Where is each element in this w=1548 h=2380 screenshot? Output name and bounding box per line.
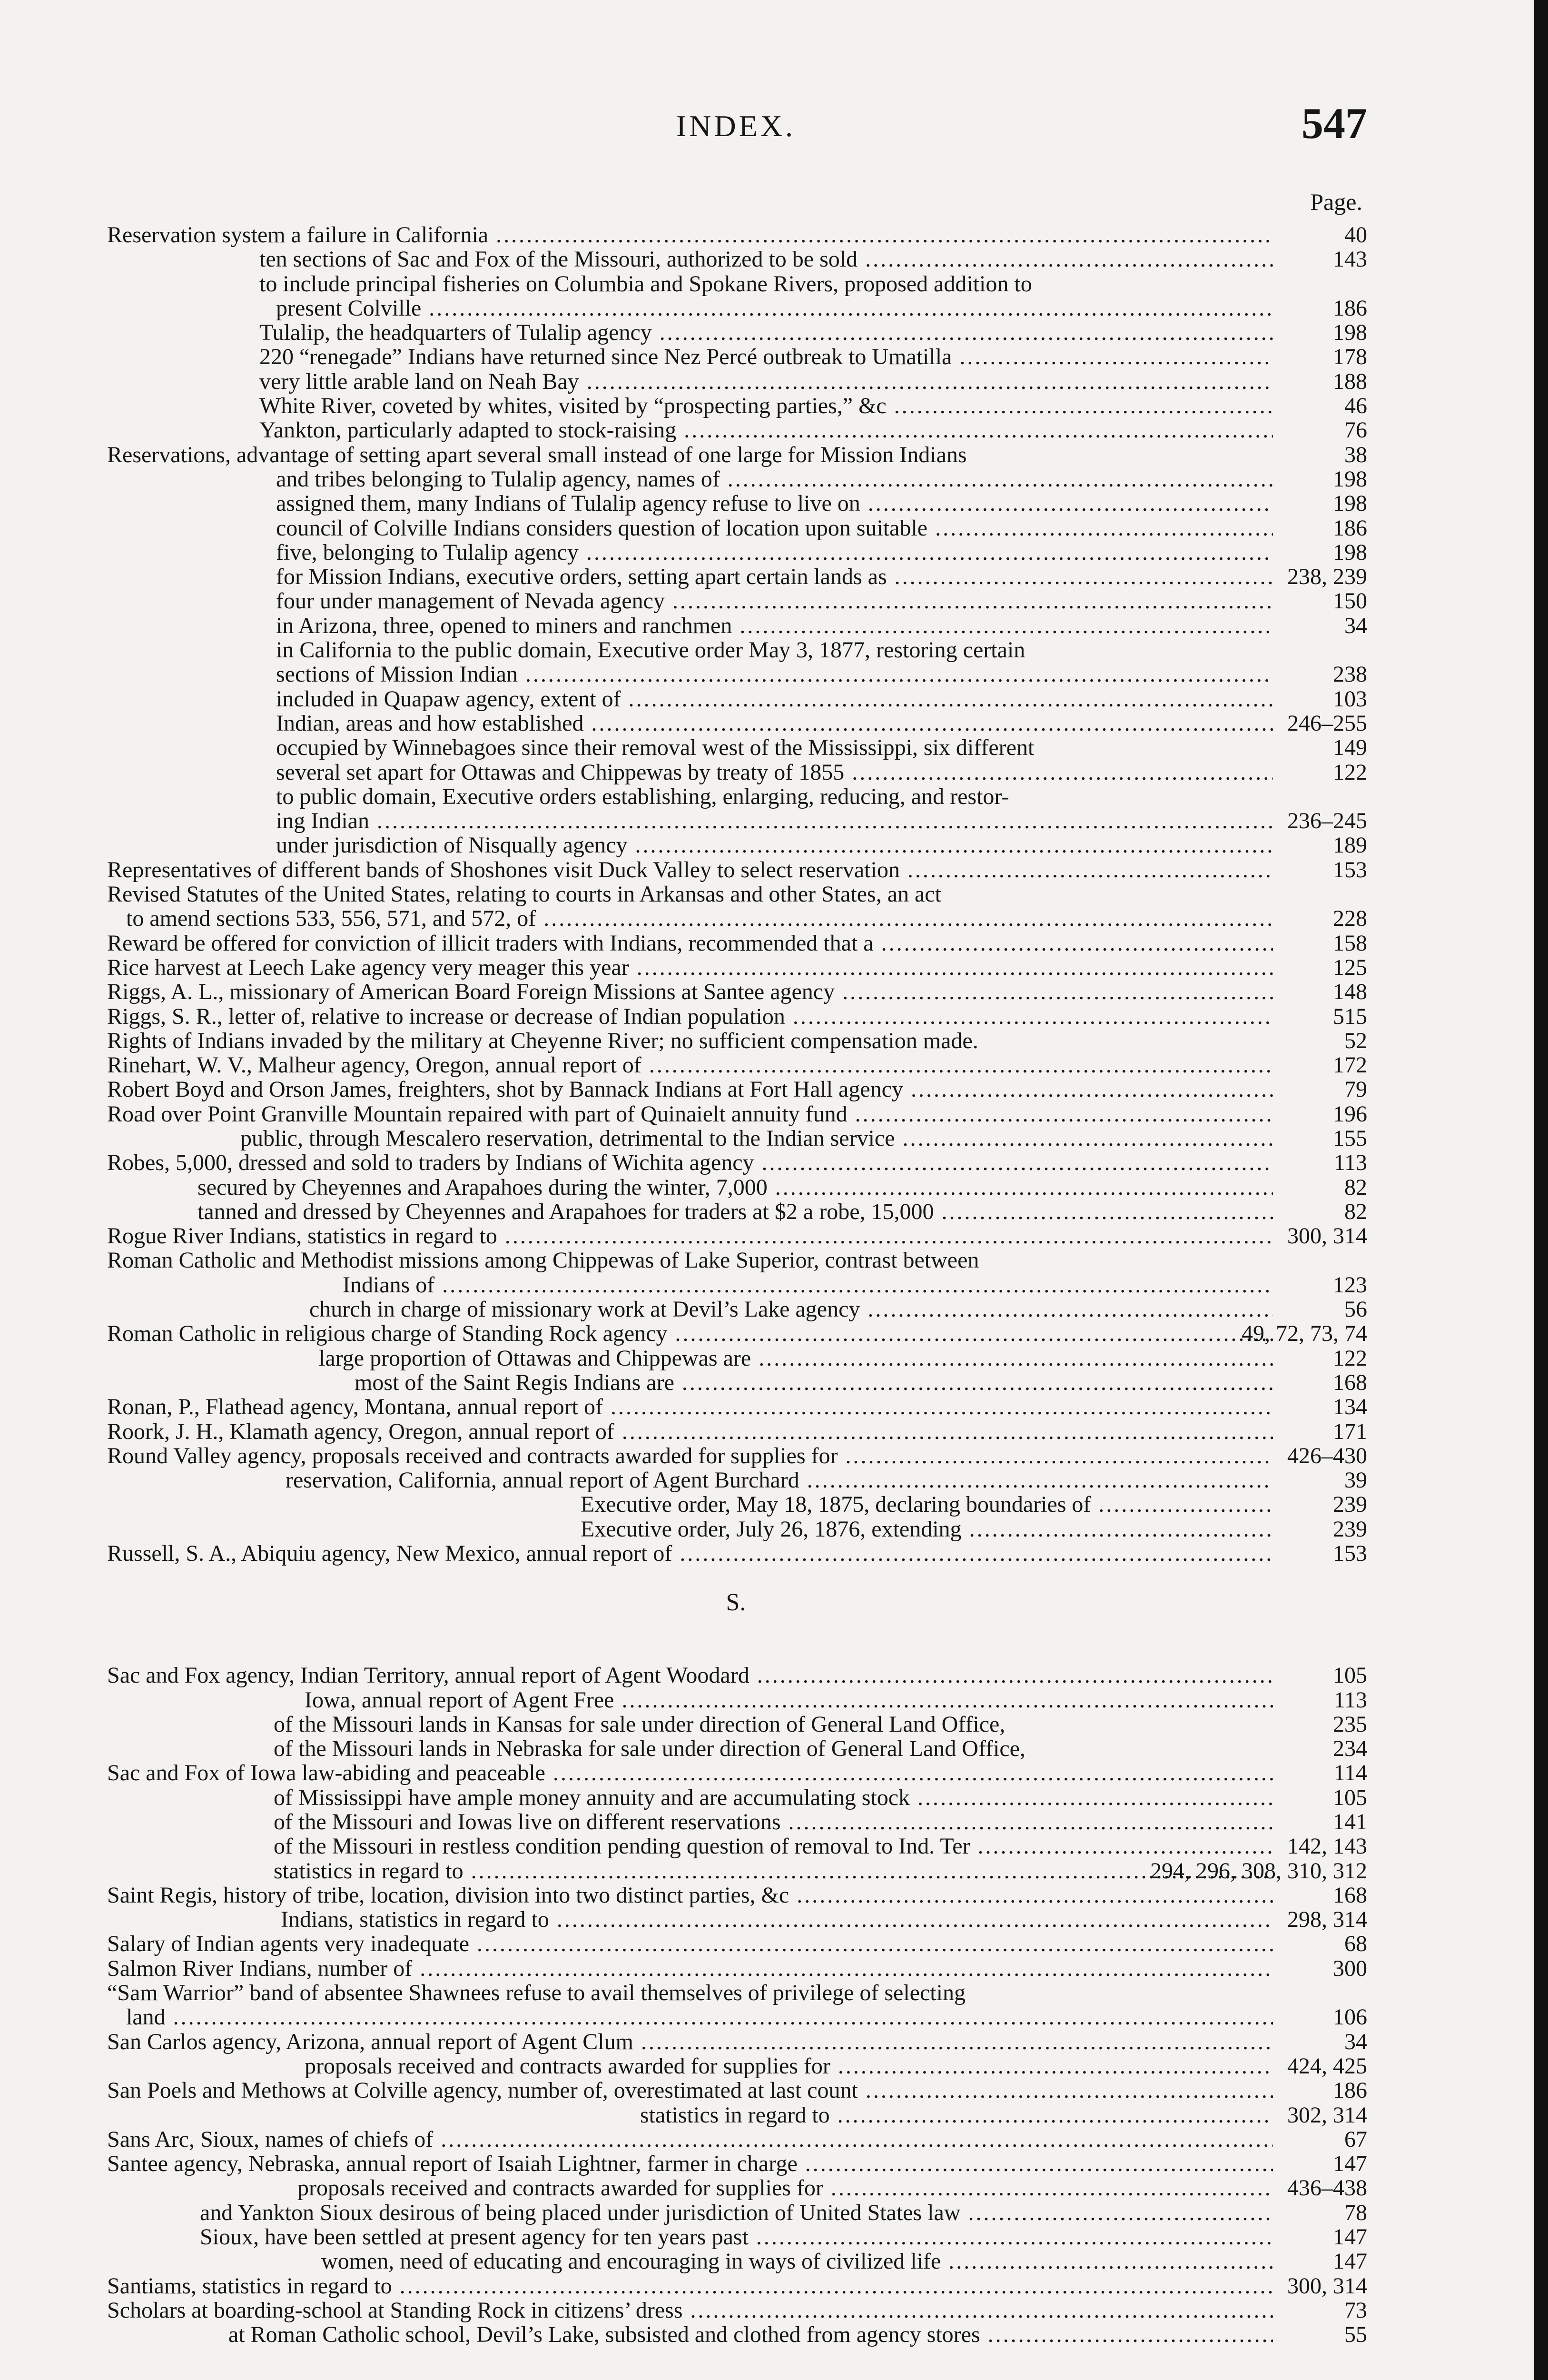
- index-entry-text: Sioux, have been settled at present agency for ten years past .....: [200, 2225, 1273, 2249]
- index-entry-text: Sans Arc, Sioux, names of chiefs of .....: [107, 2127, 1273, 2152]
- index-entry: [0, 2030, 1548, 2054]
- index-entry-page: 149: [1333, 735, 1367, 761]
- index-entry-page: 141: [1333, 1809, 1367, 1835]
- index-entry-page: 189: [1333, 833, 1367, 858]
- index-entry: [0, 223, 1548, 247]
- index-entry-text: San Poels and Methows at Colville agency, number of, overestimated at last count .....: [107, 2078, 1273, 2102]
- index-entry: [0, 247, 1548, 271]
- index-entry-text: Sac and Fox of Iowa law-abiding and peaceable .....: [107, 1761, 1273, 1785]
- index-entry: [0, 2201, 1548, 2225]
- index-entry-page: 39: [1344, 1468, 1367, 1493]
- section-spacer: [0, 1615, 1548, 1639]
- index-entry-page: 235: [1333, 1711, 1367, 1737]
- index-entry: [0, 2103, 1548, 2127]
- index-entry: [0, 882, 1548, 906]
- index-entry-page: 426–430: [1287, 1443, 1367, 1468]
- index-entry: [0, 1419, 1548, 1444]
- index-entry-page: 150: [1333, 588, 1367, 614]
- index-entry-text: at Roman Catholic school, Devil’s Lake, subsisted and clothed from agency stores .....: [228, 2322, 1273, 2347]
- index-entry: [0, 1785, 1548, 1810]
- index-entry: [0, 1688, 1548, 1712]
- index-entry: [0, 1810, 1548, 1834]
- index-entry: [0, 614, 1548, 638]
- index-entry-page: 34: [1344, 2029, 1367, 2054]
- index-entry-text: sections of Mission Indian .....: [276, 662, 1273, 686]
- index-entry-page: 172: [1333, 1052, 1367, 1078]
- index-entry-page: 105: [1333, 1663, 1367, 1688]
- index-entry: [0, 1126, 1548, 1150]
- index-entry-page: 228: [1333, 906, 1367, 932]
- index-entry: [0, 1248, 1548, 1272]
- section-spacer: [0, 1639, 1548, 1663]
- index-entry-page: 122: [1333, 759, 1367, 785]
- index-entry: [0, 1004, 1548, 1029]
- index-entry-page: 186: [1333, 515, 1367, 541]
- index-entry-text: statistics in regard to .....: [274, 1859, 1273, 1883]
- index-entry: [0, 443, 1548, 467]
- index-entry-text: White River, coveted by whites, visited by “prospecting parties,” &c .....: [259, 394, 1273, 418]
- index-entry-text: Reservations, advantage of setting apart several small instead of one large for Mission Indians: [107, 442, 967, 467]
- index-entry-text: Indian, areas and how established .....: [276, 711, 1273, 735]
- index-entry-text: under jurisdiction of Nisqually agency .....: [276, 833, 1273, 857]
- index-entry-text: five, belonging to Tulalip agency .....: [276, 540, 1273, 565]
- index-entry-text: Ronan, P., Flathead agency, Montana, annual report of .....: [107, 1395, 1273, 1419]
- index-entry: [0, 1541, 1548, 1566]
- index-entry-page: 188: [1333, 368, 1367, 394]
- index-entry-text: occupied by Winnebagoes since their removal west of the Mississippi, six different: [276, 735, 1035, 760]
- index-entry-page: 40: [1344, 222, 1367, 248]
- index-entry: [0, 418, 1548, 442]
- index-entry: [0, 1200, 1548, 1224]
- index-entry-page: 239: [1333, 1492, 1367, 1517]
- index-entry: [0, 2298, 1548, 2322]
- index-entry: [0, 1077, 1548, 1101]
- index-entry-page: 82: [1344, 1199, 1367, 1224]
- index-entry: [0, 1297, 1548, 1321]
- section-spacer: [0, 1566, 1548, 1590]
- index-entry: [0, 1883, 1548, 1907]
- index-entry-page: 103: [1333, 686, 1367, 712]
- index-entry-page: 38: [1344, 442, 1367, 467]
- index-entry-text: of the Missouri lands in Nebraska for sale under direction of General Land Office,: [274, 1736, 1025, 1761]
- index-entry: [0, 589, 1548, 613]
- index-entry: [0, 2274, 1548, 2298]
- index-entry: [0, 1736, 1548, 1761]
- index-entry: [0, 931, 1548, 955]
- index-entry-text: Roork, J. H., Klamath agency, Oregon, annual report of .....: [107, 1419, 1273, 1444]
- index-entry-page: 236–245: [1287, 808, 1367, 834]
- index-entry-page: 34: [1344, 613, 1367, 638]
- index-entry-text: Round Valley agency, proposals received and contracts awarded for supplies for .....: [107, 1444, 1273, 1468]
- index-entry: [0, 1981, 1548, 2005]
- index-entry: [0, 1712, 1548, 1736]
- index-entry-page: 68: [1344, 1931, 1367, 1957]
- index-entry-page: 105: [1333, 1785, 1367, 1810]
- index-entry: [0, 2176, 1548, 2200]
- index-entry-page: 298, 314: [1287, 1907, 1367, 1933]
- index-entry: [0, 1468, 1548, 1492]
- index-block-s: [0, 1663, 1548, 2347]
- index-entry-text: 220 “renegade” Indians have returned since Nez Percé outbreak to Umatilla .....: [259, 345, 1273, 369]
- index-entry-page: 125: [1333, 954, 1367, 980]
- index-entry-page: 234: [1333, 1736, 1367, 1762]
- index-entry-page: 300, 314: [1287, 2273, 1367, 2299]
- index-entry: [0, 1834, 1548, 1858]
- index-entry: [0, 1102, 1548, 1126]
- index-entry-page: 246–255: [1287, 710, 1367, 736]
- index-entry-text: Yankton, particularly adapted to stock-raising .....: [259, 418, 1273, 442]
- index-entry: [0, 1907, 1548, 1932]
- index-entry-page: 147: [1333, 2249, 1367, 2274]
- index-entry-text: Santee agency, Nebraska, annual report of Isaiah Lightner, farmer in charge .....: [107, 2152, 1273, 2176]
- index-entry-text: several set apart for Ottawas and Chippewas by treaty of 1855 .....: [276, 760, 1273, 784]
- section-letter-s: S.: [726, 1588, 746, 1616]
- index-entry-text: large proportion of Ottawas and Chippewas are .....: [319, 1346, 1273, 1370]
- page-column-label: Page.: [1310, 188, 1362, 215]
- index-entry-page: 155: [1333, 1125, 1367, 1151]
- index-entry-text: Rights of Indians invaded by the military at Cheyenne River; no sufficient compensation made.: [107, 1028, 978, 1053]
- index-entry: [0, 516, 1548, 540]
- index-entry-page: 76: [1344, 417, 1367, 443]
- index-entry-page: 123: [1333, 1272, 1367, 1298]
- index-entry-page: 82: [1344, 1174, 1367, 1200]
- index-entry-text: Rice harvest at Leech Lake agency very meager this year .....: [107, 955, 1273, 980]
- index-entry: [0, 1663, 1548, 1687]
- index-entry-text: of the Missouri lands in Kansas for sale under direction of General Land Office,: [274, 1712, 1006, 1736]
- index-entry-page: 424, 425: [1287, 2053, 1367, 2079]
- index-entry: [0, 1444, 1548, 1468]
- index-entry-text: secured by Cheyennes and Arapahoes during the winter, 7,000 .....: [197, 1175, 1273, 1200]
- index-entry: [0, 711, 1548, 735]
- index-entry-text: Road over Point Granville Mountain repaired with part of Quinaielt annuity fund .....: [107, 1102, 1273, 1126]
- index-entry-page: 153: [1333, 1541, 1367, 1567]
- index-entry-text: women, need of educating and encouraging in ways of civilized life .....: [321, 2249, 1273, 2273]
- index-entry-text: tanned and dressed by Cheyennes and Arapahoes for traders at $2 a robe, 15,000 .....: [197, 1200, 1273, 1224]
- index-entry-text: Roman Catholic in religious charge of Standing Rock agency .....: [107, 1321, 1273, 1346]
- index-entry: [0, 491, 1548, 516]
- index-entry-page: 238, 239: [1287, 564, 1367, 590]
- index-entry: [0, 2249, 1548, 2273]
- index-entry-text: to include principal fisheries on Columbia and Spokane Rivers, proposed addition to: [259, 271, 1032, 296]
- index-entry: [0, 2152, 1548, 2176]
- index-entry: [0, 2005, 1548, 2029]
- index-entry-page: 78: [1344, 2200, 1367, 2225]
- index-entry: [0, 1395, 1548, 1419]
- index-entry-page: 198: [1333, 466, 1367, 492]
- index-entry-text: Roman Catholic and Methodist missions among Chippewas of Lake Superior, contrast between: [107, 1248, 979, 1273]
- index-entry: [0, 345, 1548, 369]
- index-entry-text: Reservation system a failure in California .....: [107, 223, 1273, 247]
- index-entry-text: ten sections of Sac and Fox of the Missouri, authorized to be sold .....: [259, 247, 1273, 271]
- index-entry: [0, 638, 1548, 662]
- running-title: INDEX.: [676, 109, 796, 143]
- index-entry-text: Salary of Indian agents very inadequate .....: [107, 1932, 1273, 1956]
- index-entry-page: 49, 72, 73, 74: [1242, 1321, 1367, 1347]
- index-entry-page: 168: [1333, 1369, 1367, 1395]
- index-entry-text: reservation, California, annual report of Agent Burchard .....: [286, 1468, 1273, 1492]
- index-entry: [0, 1932, 1548, 1956]
- index-entry-page: 515: [1333, 1003, 1367, 1029]
- index-entry: [0, 1956, 1548, 1981]
- index-entry: [0, 1492, 1548, 1517]
- index-entry-page: 196: [1333, 1101, 1367, 1127]
- index-entry-text: of the Missouri and Iowas live on different reservations .....: [274, 1810, 1273, 1834]
- index-entry-text: and Yankton Sioux desirous of being placed under jurisdiction of United States law .....: [200, 2201, 1273, 2225]
- index-entry-page: 114: [1333, 1760, 1367, 1786]
- page-number: 547: [1302, 99, 1367, 148]
- index-entry-text: to public domain, Executive orders establishing, enlarging, reducing, and restor-: [276, 784, 1009, 809]
- index-entry-text: Riggs, A. L., missionary of American Board Foreign Missions at Santee agency .....: [107, 980, 1273, 1004]
- index-entry-text: Scholars at boarding-school at Standing Rock in citizens’ dress .....: [107, 2298, 1273, 2322]
- index-entry-text: Executive order, May 18, 1875, declaring boundaries of .....: [581, 1492, 1273, 1517]
- index-entry-text: Robert Boyd and Orson James, freighters, shot by Bannack Indians at Fort Hall agency .....: [107, 1077, 1273, 1101]
- index-entry-page: 113: [1333, 1150, 1367, 1176]
- index-entry-text: in Arizona, three, opened to miners and ranchmen .....: [276, 614, 1273, 638]
- index-entry: [0, 833, 1548, 857]
- index-entry-text: Executive order, July 26, 1876, extending .....: [581, 1517, 1273, 1541]
- index-entry-page: 73: [1344, 2297, 1367, 2323]
- index-entry-text: council of Colville Indians considers question of location upon suitable .....: [276, 516, 1273, 540]
- index-entry-page: 79: [1344, 1077, 1367, 1102]
- index-entry-text: Revised Statutes of the United States, relating to courts in Arkansas and other States, an act: [107, 882, 941, 907]
- index-entry-page: 171: [1333, 1418, 1367, 1444]
- index-entry-text: ing Indian .....: [276, 809, 1273, 833]
- index-entry-page: 153: [1333, 857, 1367, 883]
- index-entry-text: Salmon River Indians, number of .....: [107, 1956, 1273, 1981]
- index-entry-page: 186: [1333, 295, 1367, 321]
- index-entry: [0, 1150, 1548, 1175]
- index-entry-text: public, through Mescalero reservation, detrimental to the Indian service .....: [240, 1126, 1273, 1150]
- index-entry-text: four under management of Nevada agency .....: [276, 589, 1273, 613]
- index-entry-page: 238: [1333, 662, 1367, 687]
- index-entry-page: 122: [1333, 1345, 1367, 1371]
- index-entry-page: 198: [1333, 539, 1367, 565]
- index-entry-page: 198: [1333, 491, 1367, 516]
- index-entry: [0, 1761, 1548, 1785]
- index-entry: [0, 1859, 1548, 1883]
- index-entry-page: 147: [1333, 2151, 1367, 2177]
- index-entry-text: very little arable land on Neah Bay .....: [259, 369, 1273, 394]
- index-entry-page: 158: [1333, 930, 1367, 956]
- index-entry: [0, 540, 1548, 565]
- index-entry: [0, 2078, 1548, 2102]
- index-entry-text: to amend sections 533, 556, 571, and 572, of .....: [126, 906, 1273, 931]
- index-entry-text: San Carlos agency, Arizona, annual report of Agent Clum .....: [107, 2030, 1273, 2054]
- index-entry-text: Riggs, S. R., letter of, relative to increase or decrease of Indian population .....: [107, 1004, 1273, 1029]
- index-entry-page: 67: [1344, 2126, 1367, 2152]
- index-entry: [0, 906, 1548, 931]
- index-entry: [0, 296, 1548, 320]
- index-entry-text: proposals received and contracts awarded for supplies for .....: [297, 2176, 1273, 2200]
- index-entry: [0, 858, 1548, 882]
- index-entry: [0, 565, 1548, 589]
- index-entry-page: 52: [1344, 1028, 1367, 1053]
- index-entry-page: 46: [1344, 393, 1367, 419]
- index-entry-text: Robes, 5,000, dressed and sold to traders by Indians of Wichita agency .....: [107, 1150, 1273, 1175]
- index-entry-page: 106: [1333, 2004, 1367, 2030]
- index-entry-page: 436–438: [1287, 2175, 1367, 2201]
- index-entry: [0, 1273, 1548, 1297]
- index-entry-text: included in Quapaw agency, extent of .....: [276, 687, 1273, 711]
- index-entry-text: Reward be offered for conviction of illicit traders with Indians, recommended that a .....: [107, 931, 1273, 955]
- index-entry: [0, 1321, 1548, 1346]
- index-entry-page: 239: [1333, 1516, 1367, 1542]
- index-entry-text: Indians of .....: [343, 1273, 1273, 1297]
- index-entry-page: 55: [1344, 2322, 1367, 2348]
- index-entry: [0, 1224, 1548, 1248]
- index-entry-text: Indians, statistics in regard to .....: [281, 1907, 1273, 1932]
- index-entry-text: land .....: [126, 2005, 1273, 2029]
- index-entry-text: most of the Saint Regis Indians are .....: [355, 1370, 1273, 1395]
- index-entry-text: “Sam Warrior” band of absentee Shawnees refuse to avail themselves of privilege of selecting: [107, 1981, 966, 2005]
- index-entry-text: Saint Regis, history of tribe, location, division into two distinct parties, &c .....: [107, 1883, 1273, 1907]
- index-entry: [0, 735, 1548, 760]
- index-entry: [0, 1346, 1548, 1370]
- index-entry: [0, 760, 1548, 784]
- index-entry: [0, 809, 1548, 833]
- index-entry: [0, 369, 1548, 394]
- index-entry-page: 134: [1333, 1394, 1367, 1420]
- index-entry-page: 143: [1333, 247, 1367, 272]
- index-entry-text: present Colville .....: [276, 296, 1273, 320]
- index-entry-page: 56: [1344, 1297, 1367, 1322]
- index-entry: [0, 467, 1548, 491]
- index-entry-page: 148: [1333, 979, 1367, 1005]
- index-entry-text: of Mississippi have ample money annuity and are accumulating stock .....: [274, 1785, 1273, 1810]
- index-entry: [0, 784, 1548, 809]
- index-entry: [0, 2322, 1548, 2347]
- index-entry: [0, 1517, 1548, 1541]
- index-entry: [0, 980, 1548, 1004]
- index-entry-page: 198: [1333, 320, 1367, 346]
- index-entry-page: 300, 314: [1287, 1223, 1367, 1249]
- index-entry-text: proposals received and contracts awarded for supplies for .....: [305, 2054, 1273, 2078]
- index-entry-text: Rogue River Indians, statistics in regard to .....: [107, 1224, 1273, 1248]
- index-entry-text: Russell, S. A., Abiquiu agency, New Mexico, annual report of .....: [107, 1541, 1273, 1566]
- index-entries: [0, 223, 1548, 2347]
- index-entry: [0, 1175, 1548, 1200]
- index-entry-page: 294, 296, 308, 310, 312: [1150, 1858, 1367, 1884]
- index-entry: [0, 1029, 1548, 1053]
- index-entry-text: statistics in regard to .....: [640, 2103, 1273, 2127]
- index-entry-text: Sac and Fox agency, Indian Territory, annual report of Agent Woodard .....: [107, 1663, 1273, 1687]
- index-entry-page: 178: [1333, 344, 1367, 370]
- index-entry: [0, 955, 1548, 980]
- index-entry: [0, 394, 1548, 418]
- index-entry-page: 302, 314: [1287, 2102, 1367, 2128]
- index-entry: [0, 1370, 1548, 1395]
- index-entry: [0, 2054, 1548, 2078]
- index-entry: [0, 662, 1548, 686]
- index-entry-page: 186: [1333, 2078, 1367, 2103]
- index-entry-page: 147: [1333, 2224, 1367, 2250]
- index-entry-text: Representatives of different bands of Shoshones visit Duck Valley to select reservation .....: [107, 858, 1273, 882]
- index-entry-page: 168: [1333, 1882, 1367, 1908]
- index-entry: [0, 320, 1548, 345]
- index-entry-text: church in charge of missionary work at Devil’s Lake agency .....: [309, 1297, 1273, 1321]
- index-entry-text: Iowa, annual report of Agent Free .....: [305, 1688, 1273, 1712]
- index-entry: [0, 272, 1548, 296]
- index-entry-text: assigned them, many Indians of Tulalip agency refuse to live on .....: [276, 491, 1273, 516]
- index-entry-text: and tribes belonging to Tulalip agency, names of .....: [276, 467, 1273, 491]
- index-entry: [0, 2225, 1548, 2249]
- index-entry-page: 300: [1333, 1955, 1367, 1981]
- index-entry: [0, 1053, 1548, 1077]
- index-entry-text: Rinehart, W. V., Malheur agency, Oregon, annual report of .....: [107, 1053, 1273, 1077]
- index-entry: [0, 2127, 1548, 2152]
- index-entry-text: in California to the public domain, Executive order May 3, 1877, restoring certain: [276, 638, 1025, 663]
- index-entry-text: Santiams, statistics in regard to .....: [107, 2274, 1273, 2298]
- index-entry-text: for Mission Indians, executive orders, setting apart certain lands as .....: [276, 565, 1273, 589]
- index-entry-text: of the Missouri in restless condition pending question of removal to Ind. Ter .....: [274, 1834, 1273, 1858]
- index-block-r: [0, 223, 1548, 1566]
- index-entry-text: Tulalip, the headquarters of Tulalip agency .....: [259, 320, 1273, 345]
- index-entry-page: 142, 143: [1287, 1834, 1367, 1859]
- index-entry: [0, 687, 1548, 711]
- index-entry-page: 113: [1333, 1687, 1367, 1713]
